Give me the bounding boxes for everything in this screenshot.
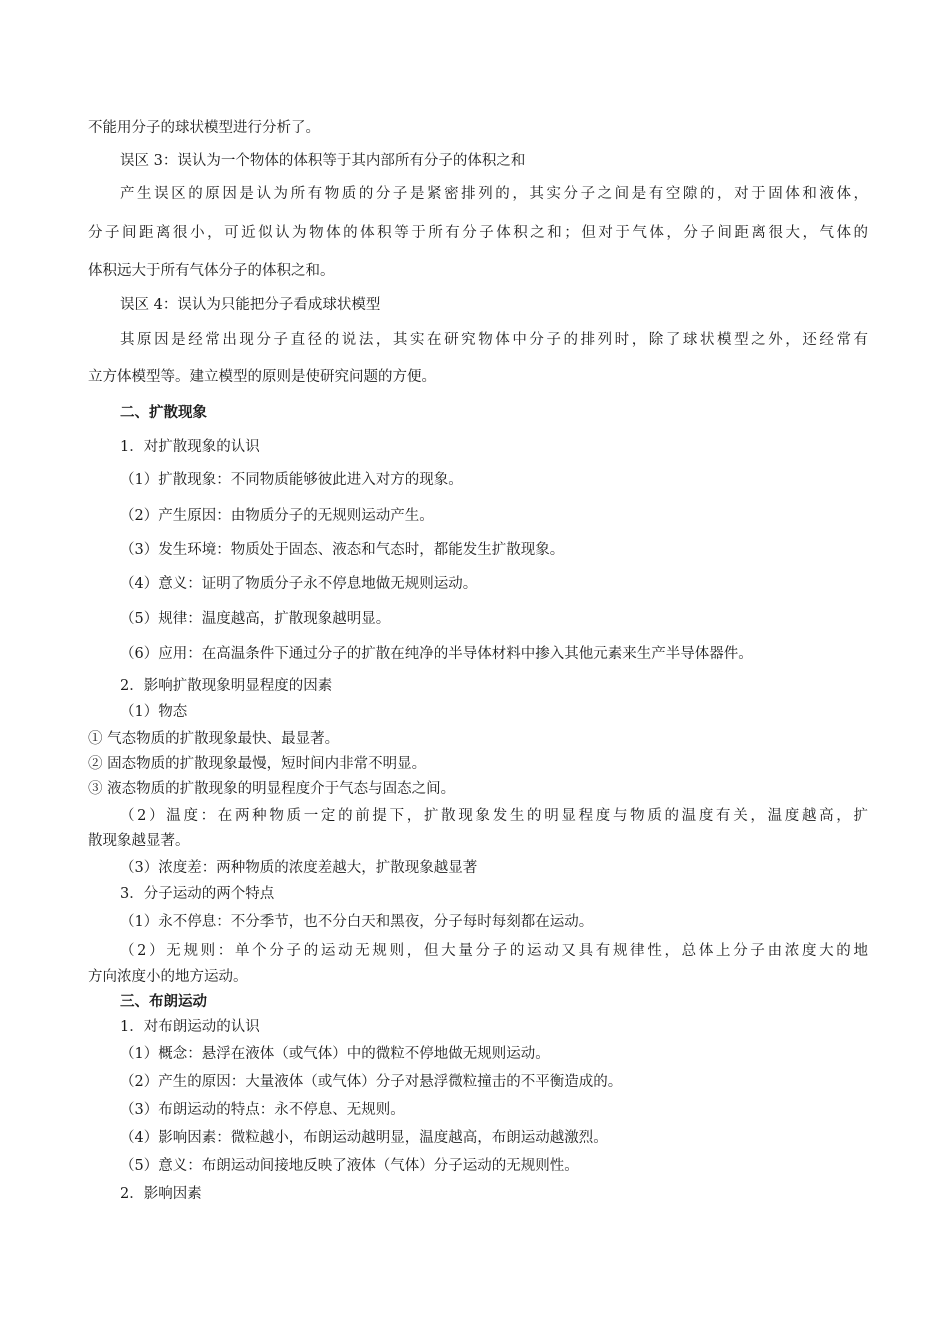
text-line: （4）意义：证明了物质分子永不停息地做无规则运动。 [120,576,478,592]
text-line: 产生误区的原因是认为所有物质的分子是紧密排列的，其实分子之间是有空隙的，对于固体和液体， [120,186,868,202]
text-line: （5）意义：布朗运动间接地反映了液体（气体）分子运动的无规则性。 [120,1158,579,1174]
text-line: （2）产生的原因：大量液体（或气体）分子对悬浮微粒撞击的不平衡造成的。 [120,1074,623,1090]
text-line: ① 气态物质的扩散现象最快、最显著。 [88,731,340,747]
subsection-heading: 2．影响扩散现象明显程度的因素 [120,678,333,694]
text-line: 散现象越显著。 [88,833,190,849]
text-line: 立方体模型等。建立模型的原则是使研究问题的方便。 [88,369,436,385]
text-line: （3）发生环境：物质处于固态、液态和气态时，都能发生扩散现象。 [120,542,565,558]
text-line: （1）物态 [120,704,188,720]
text-line: 分子间距离很小，可近似认为物体的体积等于所有分子体积之和；但对于气体，分子间距离很大，气体的 [88,225,868,241]
text-line: （2）无规则：单个分子的运动无规则，但大量分子的运动又具有规律性，总体上分子由浓度大的地 [120,943,868,959]
text-line: 不能用分子的球状模型进行分析了。 [88,120,320,136]
subsection-heading: 1．对扩散现象的认识 [120,439,260,455]
text-line: （2）温度：在两种物质一定的前提下，扩散现象发生的明显程度与物质的温度有关，温度越高，扩 [120,808,868,824]
text-line: （4）影响因素：微粒越小，布朗运动越明显，温度越高，布朗运动越激烈。 [120,1130,608,1146]
text-line: 方向浓度小的地方运动。 [88,969,248,985]
text-line: ② 固态物质的扩散现象最慢，短时间内非常不明显。 [88,756,427,772]
text-line: （5）规律：温度越高，扩散现象越明显。 [120,611,391,627]
text-line: ③ 液态物质的扩散现象的明显程度介于气态与固态之间。 [88,781,456,797]
section-heading: 三、布朗运动 [120,993,207,1010]
text-line: （2）产生原因：由物质分子的无规则运动产生。 [120,508,434,524]
text-line: （6）应用：在高温条件下通过分子的扩散在纯净的半导体材料中掺入其他元素来生产半导体器件。 [120,646,753,662]
subsection-heading: 1．对布朗运动的认识 [120,1019,260,1035]
text-line: （3）浓度差：两种物质的浓度差越大，扩散现象越显著 [120,860,478,876]
text-line: （3）布朗运动的特点：永不停息、无规则。 [120,1102,405,1118]
text-line: 其原因是经常出现分子直径的说法，其实在研究物体中分子的排列时，除了球状模型之外，还经常有 [120,332,868,348]
subsection-heading: 2．影响因素 [120,1186,202,1202]
text-line: 误区 3：误认为一个物体的体积等于其内部所有分子的体积之和 [120,153,526,169]
text-line: （1）永不停息：不分季节，也不分白天和黑夜，分子每时每刻都在运动。 [120,914,594,930]
text-line: 误区 4：误认为只能把分子看成球状模型 [120,297,381,313]
text-line: （1）概念：悬浮在液体（或气体）中的微粒不停地做无规则运动。 [120,1046,550,1062]
text-line: （1）扩散现象：不同物质能够彼此进入对方的现象。 [120,472,463,488]
subsection-heading: 3．分子运动的两个特点 [120,886,275,902]
section-heading: 二、扩散现象 [120,404,207,421]
text-line: 体积远大于所有气体分子的体积之和。 [88,263,335,279]
